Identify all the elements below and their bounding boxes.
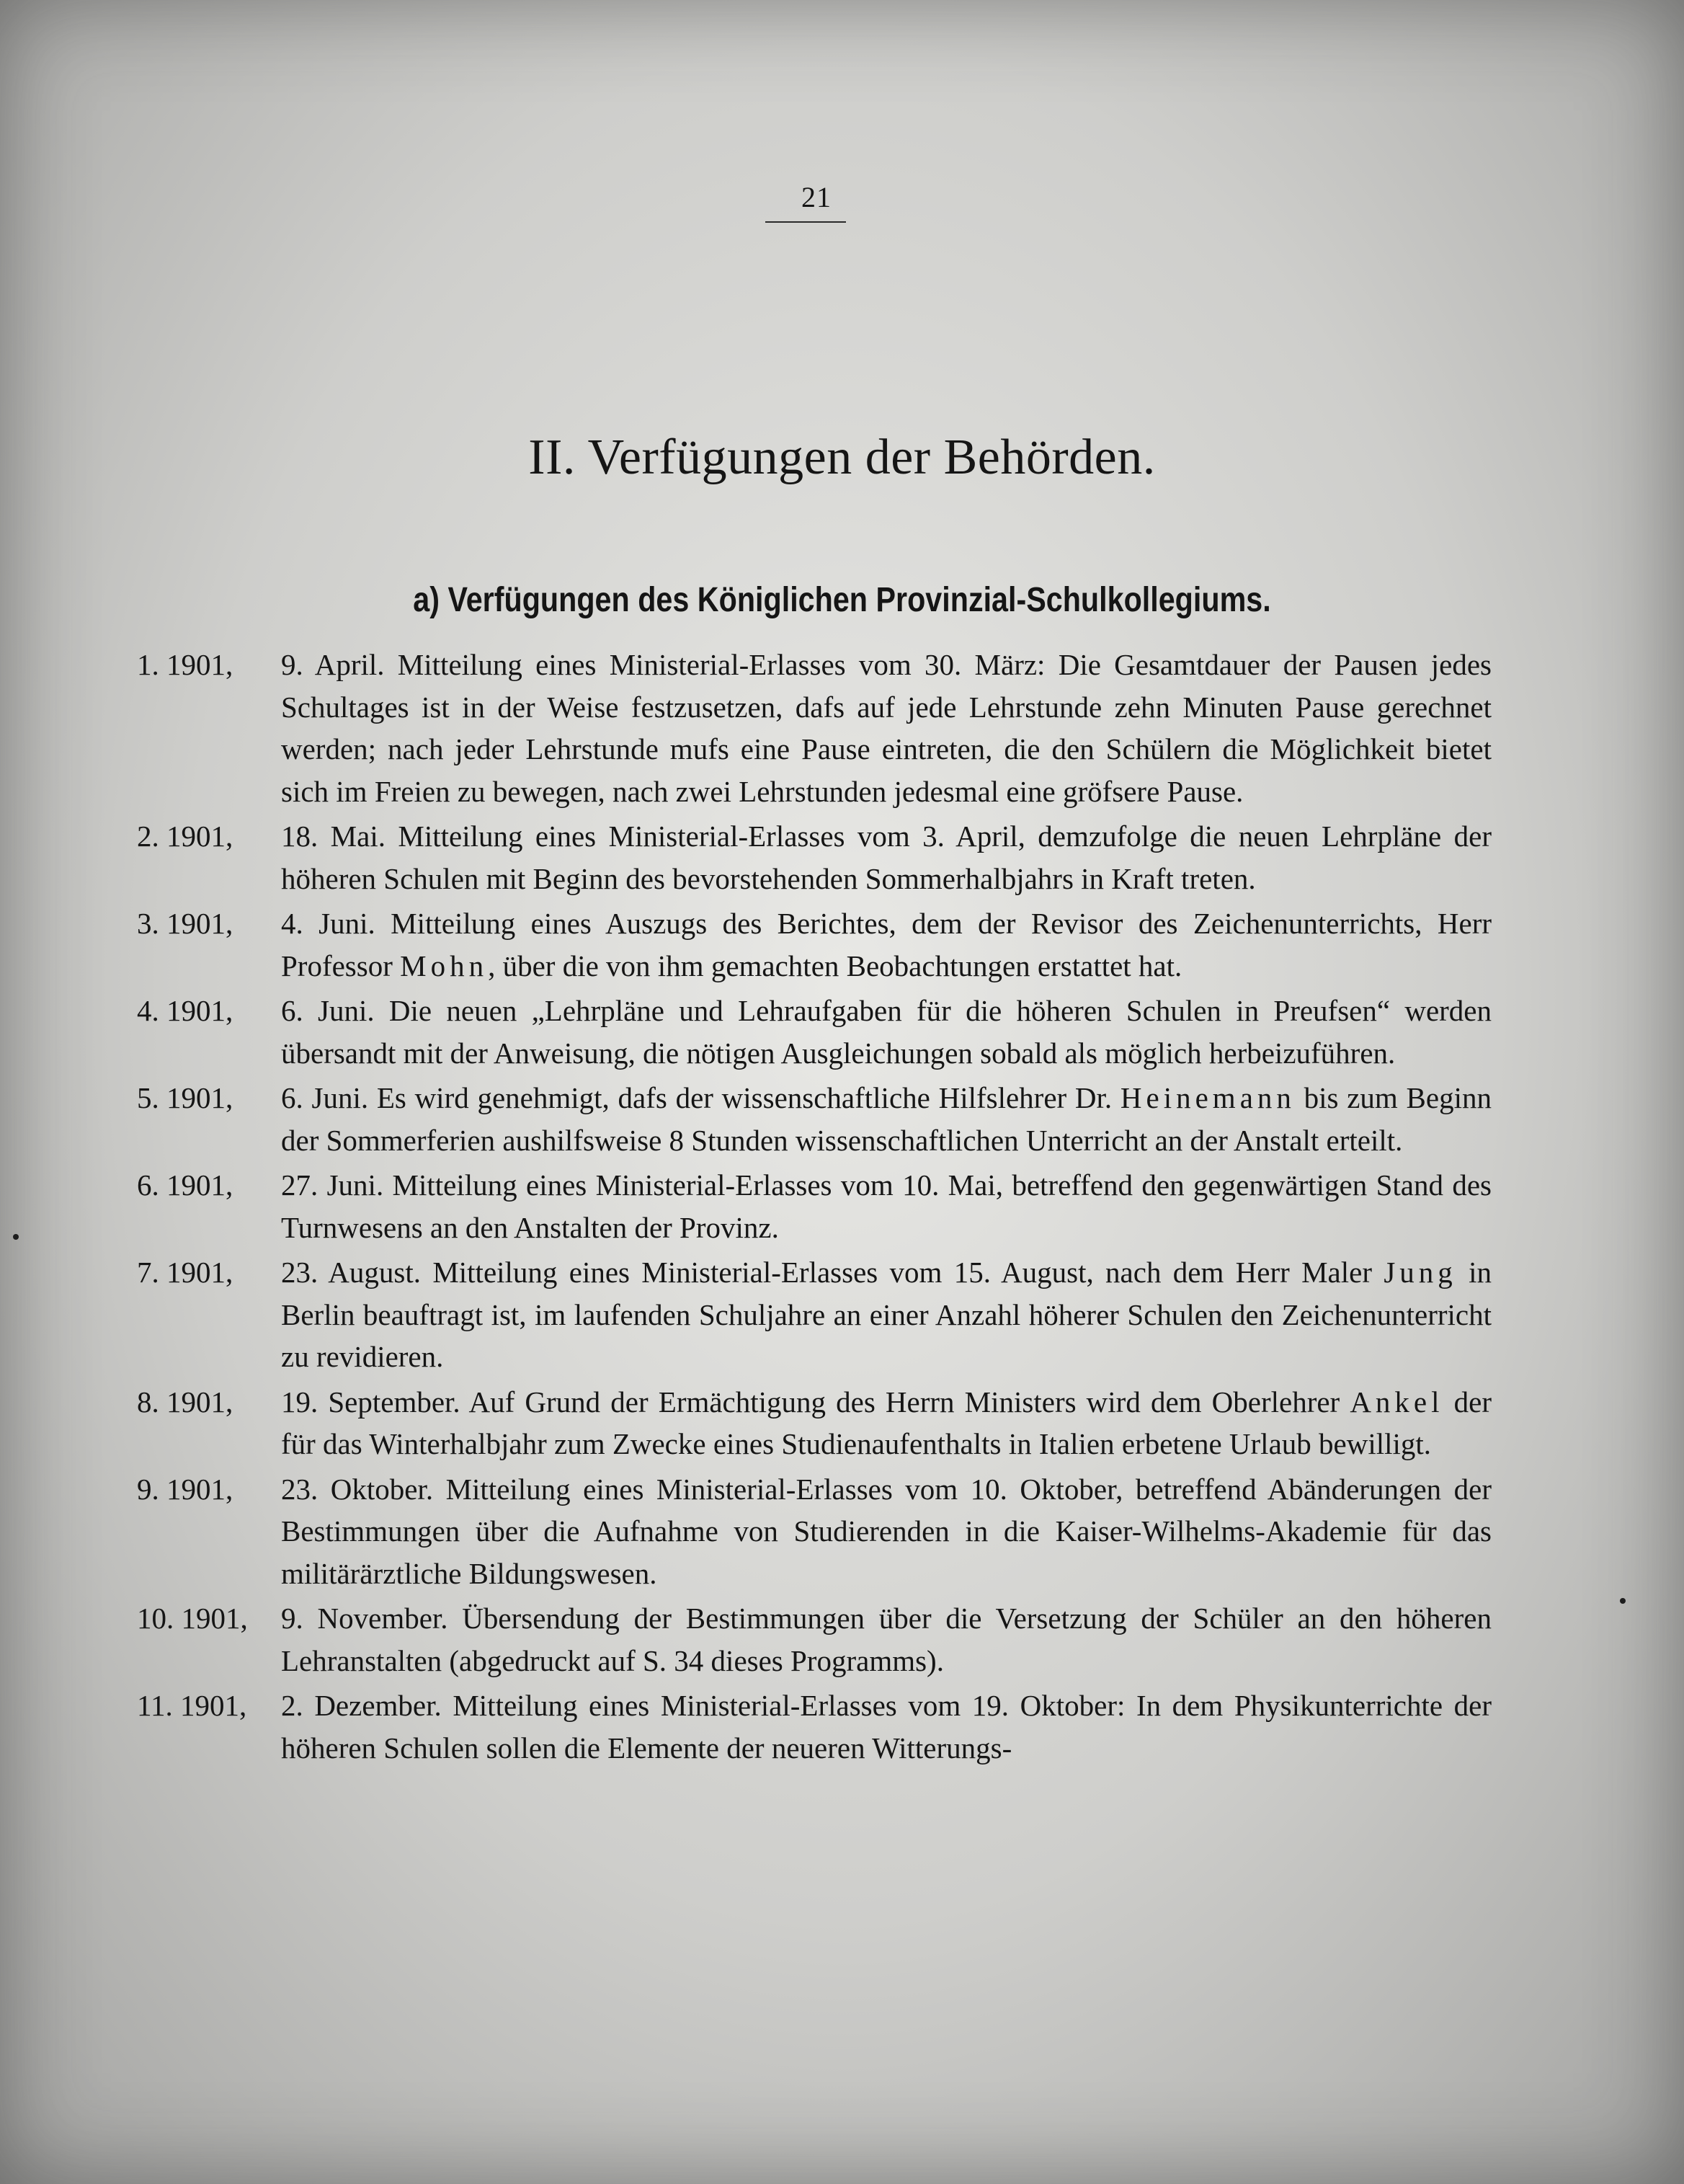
entry-number: 10. 1901, xyxy=(137,1602,248,1635)
entry-text: 23. August. Mitteilung eines Ministerial-Erlasses vom 15. August, nach dem Herr Maler Jung in Berlin beauftragt ist, im laufenden Schuljahre an einer Anzahl höherer Schulen den Zeichenunterricht zu revidieren. xyxy=(281,1256,1492,1373)
subsection-title: a) Verfügungen des Königlichen Provinzial-Schulkollegiums. xyxy=(413,580,1271,619)
entry-text: 6. Juni. Die neuen „Lehrpläne und Lehraufgaben für die höheren Schulen in Preufsen“ werden übersandt mit der Anweisung, die nötigen Ausgleichungen sobald als möglich herbeizuführen. xyxy=(281,994,1492,1070)
entry-number: 3. 1901, xyxy=(137,907,233,940)
decree-entry xyxy=(137,1597,1492,1682)
decree-entry xyxy=(137,1684,1492,1769)
entry-number: 9. 1901, xyxy=(137,1472,233,1506)
decree-entry xyxy=(137,990,1492,1074)
section-title: II. Verfügungen der Behörden. xyxy=(528,429,1156,485)
entry-text: 18. Mai. Mitteilung eines Ministerial-Erlasses vom 3. April, demzufolge die neuen Lehrpläne der höheren Schulen mit Beginn des bevorstehenden Sommerhalbjahrs in Kraft treten. xyxy=(281,820,1492,895)
entry-text: 27. Juni. Mitteilung eines Ministerial-Erlasses vom 10. Mai, betreffend den gegenwärtigen Stand des Turnwesens an den Anstalten der Provinz. xyxy=(281,1168,1492,1244)
entry-number: 1. 1901, xyxy=(137,648,233,681)
person-name: Jung xyxy=(1384,1256,1457,1289)
decree-entry xyxy=(137,644,1492,812)
decree-entry xyxy=(137,1468,1492,1595)
person-name: Mohn xyxy=(400,949,489,982)
decree-entry xyxy=(137,902,1492,987)
entry-number: 11. 1901, xyxy=(137,1689,247,1722)
ink-speck xyxy=(13,1234,19,1240)
ink-speck xyxy=(1620,1598,1626,1604)
entry-text: 4. Juni. Mitteilung eines Auszugs des Berichtes, dem der Revisor des Zeichenunterrichts, Herr Professor Mohn, über die von ihm gemachten Beobachtungen erstattet hat. xyxy=(281,907,1492,982)
entry-number: 2. 1901, xyxy=(137,820,233,853)
entry-number: 8. 1901, xyxy=(137,1385,233,1419)
entry-number: 4. 1901, xyxy=(137,994,233,1027)
decree-entry xyxy=(137,1251,1492,1378)
decree-entry xyxy=(137,1164,1492,1248)
decree-entry xyxy=(137,1381,1492,1465)
entry-text: 2. Dezember. Mitteilung eines Ministerial-Erlasses vom 19. Oktober: In dem Physikunterrichte der höheren Schulen sollen die Elemente der neueren Witterungs- xyxy=(281,1689,1492,1764)
decree-entry xyxy=(137,815,1492,900)
decree-entry xyxy=(137,1077,1492,1161)
person-name: Ankel xyxy=(1350,1385,1444,1419)
entry-text: 19. September. Auf Grund der Ermächtigung des Herrn Ministers wird dem Oberlehrer Ankel der für das Winterhalbjahr zum Zwecke eines Studienaufenthalts in Italien erbetene Urlaub bewilligt. xyxy=(281,1385,1492,1460)
entry-text: 23. Oktober. Mitteilung eines Ministerial-Erlasses vom 10. Oktober, betreffend Abänderungen der Bestimmungen über die Aufnahme von Studierenden in die Kaiser-Wilhelms-Akademie für das militärärztliche Bildungswesen. xyxy=(281,1472,1492,1590)
decree-list xyxy=(137,644,1492,1772)
entry-number: 6. 1901, xyxy=(137,1168,233,1202)
page-number: 21 xyxy=(801,181,832,213)
entry-number: 5. 1901, xyxy=(137,1081,233,1114)
entry-number: 7. 1901, xyxy=(137,1256,233,1289)
entry-text: 9. November. Übersendung der Bestimmungen über die Versetzung der Schüler an den höheren Lehranstalten (abgedruckt auf S. 34 dieses Programms). xyxy=(281,1602,1492,1677)
entry-text: 9. April. Mitteilung eines Ministerial-Erlasses vom 30. März: Die Gesamtdauer der Pausen jedes Schultages ist in der Weise festzusetzen, dafs auf jede Lehrstunde zehn Minuten Pause gerechnet werden; nach jeder Lehrstunde mufs eine Pause eintreten, die den Schülern die Möglichkeit bietet sich im Freien zu bewegen, nach zwei Lehrstunden jedesmal eine gröfsere Pause. xyxy=(281,648,1492,808)
person-name: Heinemann xyxy=(1120,1081,1296,1114)
entry-text: 6. Juni. Es wird genehmigt, dafs der wissenschaftliche Hilfslehrer Dr. Heinemann bis zum Beginn der Sommerferien aushilfsweise 8 Stunden wissenschaftlichen Unterricht an der Anstalt erteilt. xyxy=(281,1081,1492,1157)
page-number-rule xyxy=(765,221,846,223)
